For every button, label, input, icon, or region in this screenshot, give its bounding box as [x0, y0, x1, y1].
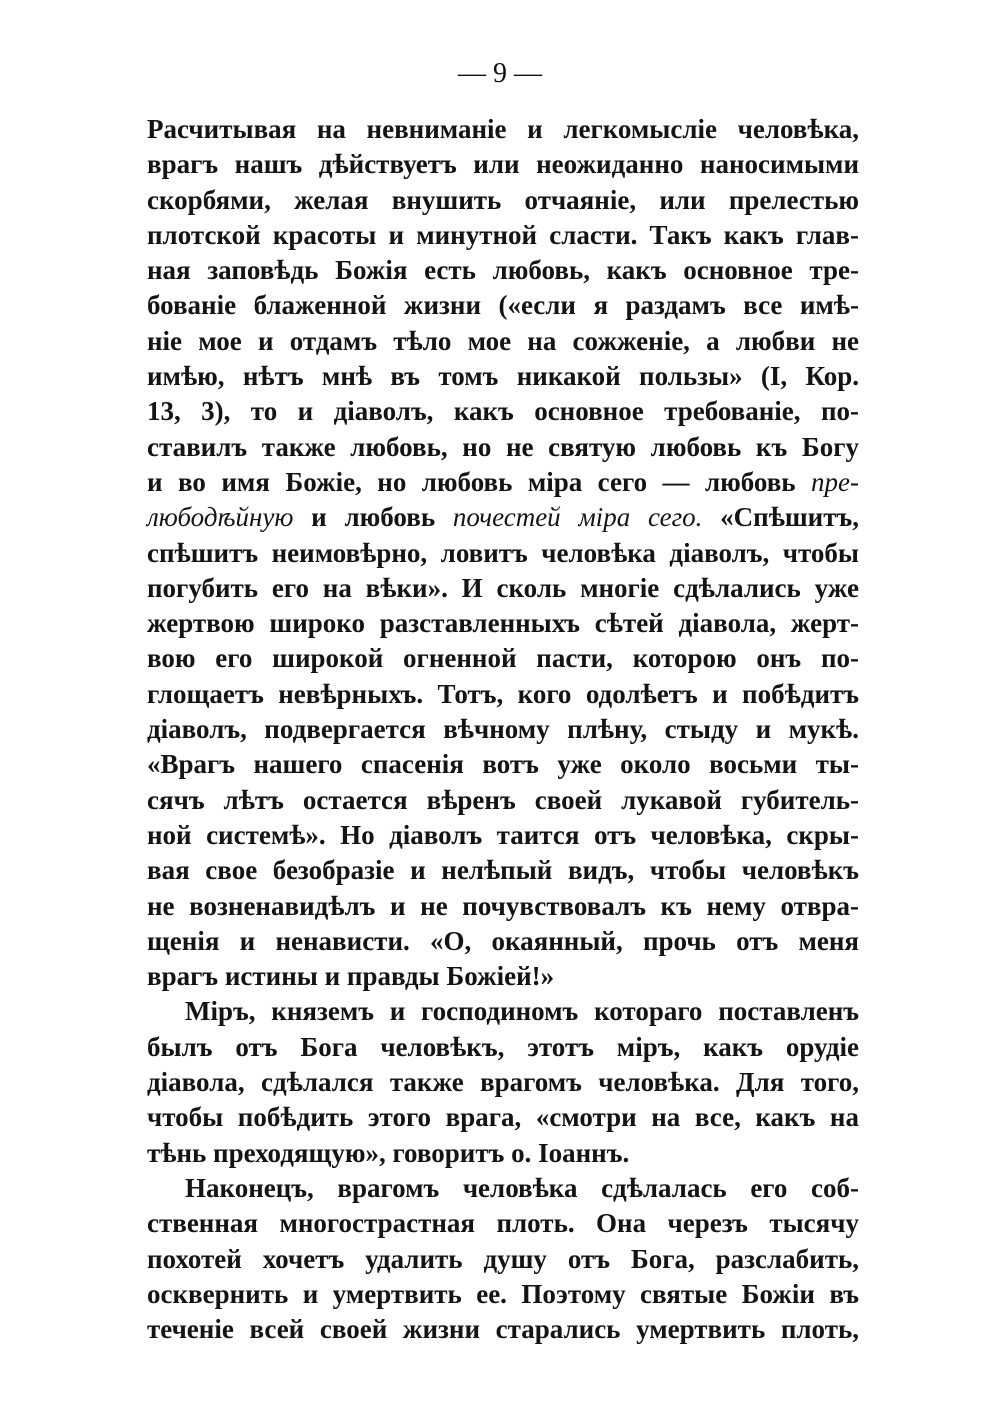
text-line	[147, 606, 859, 641]
text-line	[147, 783, 859, 818]
text-segment: чтобы побѣдить этого врага, «смотри на все, какъ на	[147, 1102, 859, 1133]
text-line	[147, 253, 859, 288]
text-line	[147, 1171, 859, 1206]
text-line	[147, 183, 859, 218]
text-line	[147, 1136, 859, 1171]
page-number: — 9 —	[458, 58, 542, 89]
text-segment: вою его широкой огненной пасти, которою онъ по-	[147, 643, 859, 674]
text-line	[147, 994, 859, 1029]
text-segment: ніе мое и отдамъ тѣло мое на сожженіе, а любви не	[147, 325, 859, 356]
text-line	[147, 1242, 859, 1277]
text-line	[147, 747, 859, 782]
text-line	[147, 1030, 859, 1065]
text-line	[147, 1277, 859, 1312]
text-segment: и любовь	[293, 502, 453, 533]
text-line	[147, 430, 859, 465]
text-segment: діавола, сдѣлался также врагомъ человѣка. Для того,	[147, 1067, 859, 1098]
text-segment: бованіе блаженной жизни («если я раздамъ все имѣ-	[147, 290, 859, 321]
text-segment: Міръ, княземъ и господиномъ котораго поставленъ	[185, 996, 859, 1027]
text-segment: діаволъ, подвергается вѣчному плѣну, стыду и мукѣ.	[147, 714, 859, 745]
text-line	[147, 641, 859, 676]
text-segment: спѣшитъ неимовѣрно, ловитъ человѣка діаволъ, чтобы	[147, 537, 859, 568]
text-segment: Наконецъ, врагомъ человѣка сдѣлалась его соб-	[185, 1172, 859, 1203]
text-segment: щенія и ненависти. «О, окаянный, прочь отъ меня	[147, 925, 859, 956]
text-line	[147, 324, 859, 359]
text-line	[147, 536, 859, 571]
text-segment: вая свое безобразіе и нелѣпый видъ, чтобы человѣкъ	[147, 855, 859, 886]
text-line	[147, 394, 859, 429]
text-line	[147, 500, 859, 535]
text-line	[147, 853, 859, 888]
italic-text: почестей міра сего.	[452, 502, 703, 533]
text-segment: осквернить и умертвить ее. Поэтому святые Божіи въ	[147, 1278, 859, 1309]
text-segment: глощаетъ невѣрныхъ. Тотъ, кого одолѣетъ и побѣдитъ	[147, 678, 859, 709]
text-line	[147, 218, 859, 253]
text-segment: ставилъ также любовь, но не святую любовь къ Богу	[147, 431, 859, 462]
italic-text: пре-	[811, 466, 859, 497]
text-segment: ной системѣ». Но діаволъ таится отъ человѣка, скры-	[147, 819, 859, 850]
text-segment: врагъ нашъ дѣйствуетъ или неожиданно наносимыми	[147, 149, 859, 180]
text-line	[147, 1100, 859, 1135]
text-line	[147, 889, 859, 924]
text-segment: сячъ лѣтъ остается вѣренъ своей лукавой губитель-	[147, 784, 859, 815]
text-segment: не возненавидѣлъ и не почувствовалъ къ нему отвра-	[147, 890, 859, 921]
text-segment: имѣю, нѣтъ мнѣ въ томъ никакой пользы» (I, Кор.	[147, 361, 859, 392]
text-line	[147, 677, 859, 712]
text-segment: жертвою широко разставленныхъ сѣтей діавола, жерт-	[147, 608, 859, 639]
text-line	[147, 712, 859, 747]
text-line	[147, 818, 859, 853]
text-segment: погубить его на вѣки». И сколь многіе сдѣлались уже	[147, 572, 859, 603]
text-line	[147, 1065, 859, 1100]
text-line	[147, 959, 859, 994]
text-line	[147, 1206, 859, 1241]
text-segment: «Врагъ нашего спасенія вотъ уже около восьми ты-	[147, 749, 859, 780]
text-segment: теченіе всей своей жизни старались умертвить плоть,	[147, 1314, 859, 1345]
text-segment: ная заповѣдь Божія есть любовь, какъ основное тре-	[147, 255, 859, 286]
text-segment: ственная многострастная плоть. Она черезъ тысячу	[147, 1208, 859, 1239]
text-segment: тѣнь преходящую», говоритъ о. Іоаннъ.	[147, 1137, 630, 1168]
text-line	[147, 924, 859, 959]
text-line	[147, 1312, 859, 1347]
body-text	[147, 112, 859, 1347]
text-line	[147, 147, 859, 182]
text-segment: и во имя Божіе, но любовь міра сего — любовь	[147, 466, 812, 497]
text-line	[147, 288, 859, 323]
italic-text: любодѣйную	[147, 502, 294, 533]
text-line	[147, 359, 859, 394]
text-line	[147, 571, 859, 606]
text-segment: скорбями, желая внушить отчаяніе, или прелестью	[147, 184, 859, 215]
text-segment: плотской красоты и минутной сласти. Такъ какъ глав-	[147, 219, 859, 250]
text-segment: похотей хочетъ удалить душу отъ Бога, разслабить,	[147, 1243, 859, 1274]
text-line	[147, 112, 859, 147]
text-segment: врагъ истины и правды Божіей!»	[147, 961, 555, 992]
text-segment: Расчитывая на невниманіе и легкомысліе человѣка,	[147, 114, 859, 144]
text-segment: былъ отъ Бога человѣкъ, этотъ міръ, какъ орудіе	[147, 1031, 859, 1062]
text-segment: 13, 3), то и діаволъ, какъ основное требованіе, по-	[147, 396, 859, 427]
text-segment: «Спѣшитъ,	[702, 502, 859, 533]
text-line	[147, 465, 859, 500]
